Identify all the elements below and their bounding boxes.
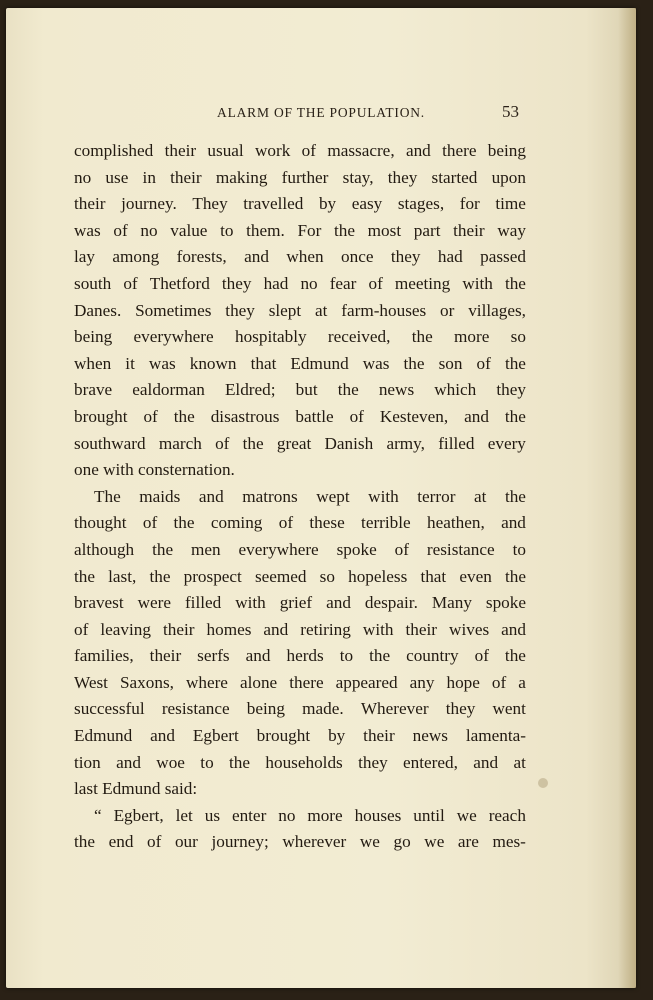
text-line: successful resistance being made. Wherever they went [74,699,526,719]
text-line: complished their usual work of massacre, and there being [74,141,526,160]
book-page [6,8,636,988]
text-line: being everywhere hospitably received, the more so [74,327,526,347]
paper-stain [538,778,548,788]
text-line: their journey. They travelled by easy stages, for time [74,194,526,214]
text-line: tion and woe to the households they entered, and at [74,752,526,772]
text-line: brought of the disastrous battle of Kesteven, and the [74,406,526,426]
page-edge-shadow [618,8,636,988]
text-line: brave ealdorman Eldred; but the news which they [74,380,526,400]
text-line: the last, the prospect seemed so hopeless that even the [74,566,526,586]
text-line: no use in their making further stay, they started upon [74,167,526,187]
body-text [74,138,526,856]
text-line: bravest were filled with grief and despair. Many spoke [74,593,526,613]
text-line: The maids and matrons wept with terror at the [94,486,526,506]
text-line: families, their serfs and herds to the country of the [74,646,526,666]
text-line: although the men everywhere spoke of resistance to [74,539,526,559]
text-line: when it was known that Edmund was the son of the [74,353,526,373]
text-line: Danes. Sometimes they slept at farm-houses or villages, [74,300,526,320]
text-line: one with consternation. [74,460,235,480]
text-line: was of no value to them. For the most part their way [74,220,526,240]
text-line: thought of the coming of these terrible heathen, and [74,513,526,533]
text-line: last Edmund said: [74,779,198,799]
text-line: Edmund and Egbert brought by their news lamenta- [74,726,526,746]
running-head: ALARM OF THE POPULATION. [217,105,425,120]
page-number: 53 [502,102,519,121]
page-header [6,102,636,129]
text-line: lay among forests, and when once they had passed [74,247,526,267]
text-line: southward march of the great Danish army, filled every [74,433,526,453]
text-line: south of Thetford they had no fear of meeting with the [74,273,526,293]
text-line: of leaving their homes and retiring with their wives and [74,619,526,639]
text-line: “ Egbert, let us enter no more houses until we reach [94,805,526,825]
text-line: the end of our journey; wherever we go we are mes- [74,832,526,852]
text-line: West Saxons, where alone there appeared any hope of a [74,672,526,692]
